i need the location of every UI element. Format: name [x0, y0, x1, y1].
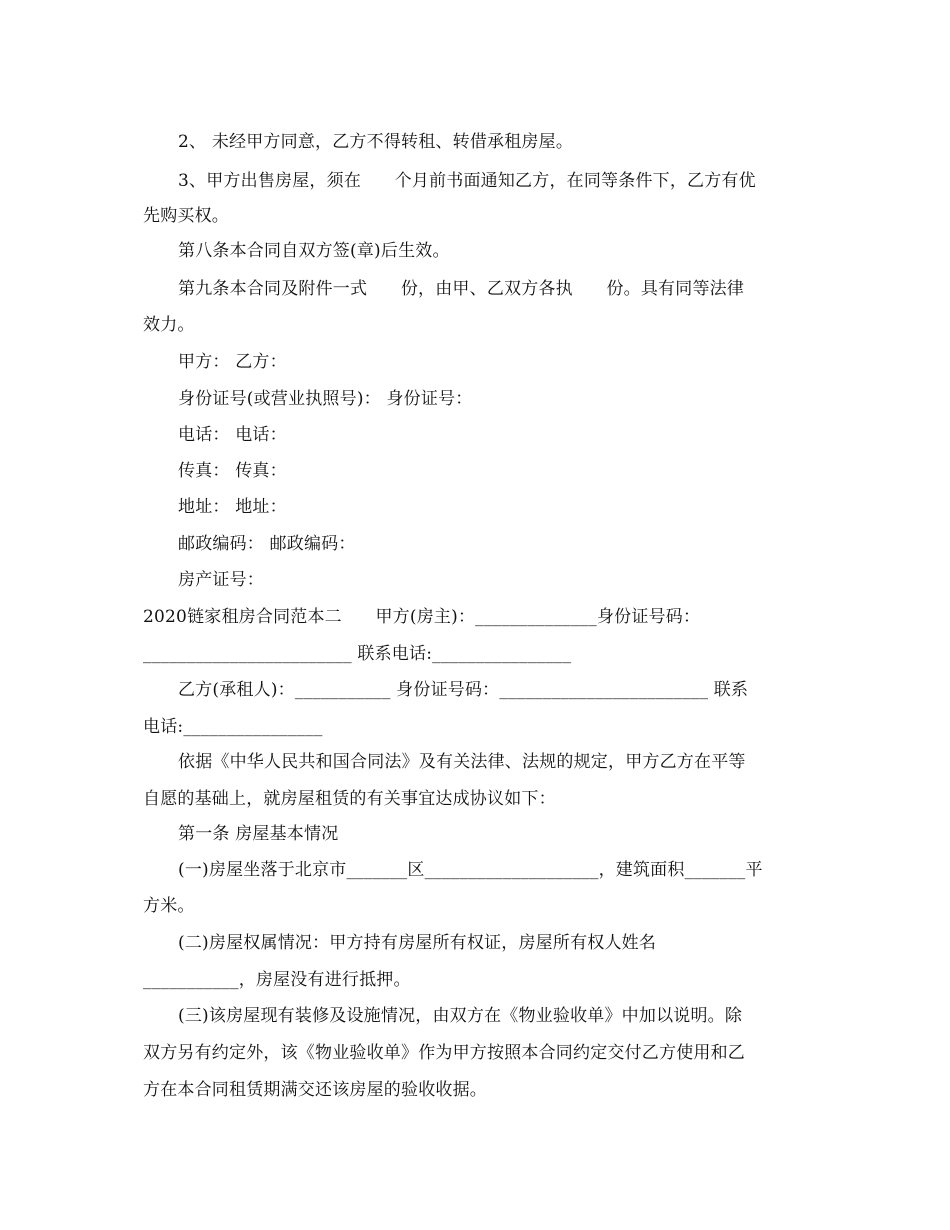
article-9-text: 第九条本合同及附件一式 份，由甲、乙双方各执 份。具有同等法律	[178, 279, 745, 299]
party-names-line: 甲方： 乙方：	[178, 352, 287, 372]
property-ownership-cont: ___________，房屋没有进行抵押。	[143, 970, 411, 990]
property-ownership-line: (二)房屋权属情况：甲方持有房屋所有权证，房屋所有权人姓名	[178, 933, 657, 953]
article-9-text-cont: 效力。	[143, 315, 195, 335]
clause-sale-text: 3、甲方出售房屋，须在 个月前书面通知乙方，在同等条件下，乙方有优	[178, 171, 756, 191]
landlord-contact-line: ________________________ 联系电话:________________	[143, 644, 572, 664]
contract-2-heading-line: 2020链家租房合同范本二 甲方(房主)：______________身份证号码：	[143, 607, 701, 627]
clause-sublet-text: 2、 未经甲方同意，乙方不得转租、转借承租房屋。	[178, 132, 574, 152]
party-address-line: 地址： 地址：	[178, 497, 287, 517]
article-1-heading: 第一条 房屋基本情况	[178, 824, 339, 844]
property-fittings-cont-1: 双方另有约定外，该《物业验收单》作为甲方按照本合同约定交付乙方使用和乙	[143, 1043, 745, 1063]
property-cert-line: 房产证号：	[178, 570, 264, 590]
party-id-line: 身份证号(或营业执照号)： 身份证号：	[178, 389, 473, 409]
property-location-line: (一)房屋坐落于北京市_______区____________________，建筑面积_______平	[178, 860, 763, 880]
article-8-text: 第八条本合同自双方签(章)后生效。	[178, 241, 450, 261]
property-fittings-cont-2: 方在本合同租赁期满交还该房屋的验收收据。	[143, 1080, 487, 1100]
preamble-text-cont: 自愿的基础上，就房屋租赁的有关事宜达成协议如下：	[143, 789, 556, 809]
property-location-cont: 方米。	[143, 896, 195, 916]
tenant-phone-line: 电话:________________	[143, 717, 323, 737]
party-phone-line: 电话： 电话：	[178, 425, 287, 445]
preamble-text: 依据《中华人民共和国合同法》及有关法律、法规的规定，甲方乙方在平等	[178, 752, 746, 772]
party-postcode-line: 邮政编码： 邮政编码：	[178, 534, 356, 554]
clause-sale-text-cont: 先购买权。	[143, 206, 229, 226]
party-fax-line: 传真： 传真：	[178, 461, 287, 481]
property-fittings-line: (三)该房屋现有装修及设施情况，由双方在《物业验收单》中加以说明。除	[178, 1006, 743, 1026]
tenant-line: 乙方(承租人)：___________ 身份证号码：________________________ 联系	[178, 680, 749, 700]
